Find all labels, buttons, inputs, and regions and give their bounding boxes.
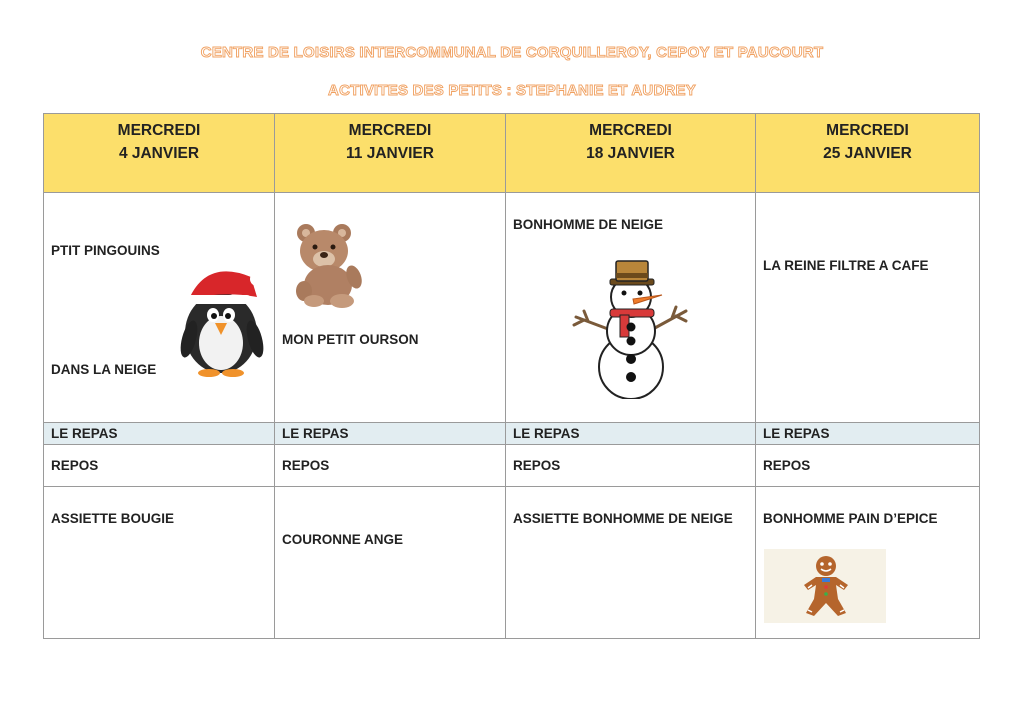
- header-day: MERCREDI: [826, 122, 909, 139]
- repos-cell: REPOS: [756, 445, 980, 487]
- activity-title-cont: DANS LA NEIGE: [51, 362, 157, 377]
- afternoon-cell-3: [506, 487, 756, 639]
- afternoon-cell-1: [44, 487, 275, 639]
- header-date: 11 JANVIER: [346, 145, 434, 162]
- gingerbread-man-icon: [800, 555, 852, 619]
- activity-title: PTIT PINGOUINS: [51, 243, 160, 258]
- penguin-icon: [177, 263, 269, 379]
- header-cell-4: [756, 114, 980, 193]
- header-date: 18 JANVIER: [586, 145, 675, 162]
- activity-title: MON PETIT OURSON: [282, 332, 419, 347]
- teddy-bear-icon: [292, 221, 364, 309]
- table-header-row: [44, 114, 980, 193]
- gingerbread-frame: [764, 549, 886, 623]
- repos-row: [44, 445, 980, 487]
- page-title: CENTRE DE LOISIRS INTERCOMMUNAL DE CORQUILLEROY, CEPOY ET PAUCOURT: [200, 44, 824, 61]
- afternoon-row: [44, 487, 980, 639]
- afternoon-activity: BONHOMME PAIN D’EPICE: [763, 511, 938, 526]
- afternoon-cell-2: [275, 487, 506, 639]
- header-date: 25 JANVIER: [823, 145, 912, 162]
- repas-cell: LE REPAS: [506, 423, 756, 445]
- header-cell-1: [44, 114, 275, 193]
- activity-cell-2: [275, 193, 506, 423]
- repas-cell: LE REPAS: [275, 423, 506, 445]
- repos-cell: REPOS: [506, 445, 756, 487]
- repas-cell: LE REPAS: [44, 423, 275, 445]
- activity-title: LA REINE FILTRE A CAFE: [763, 258, 929, 273]
- repos-cell: REPOS: [275, 445, 506, 487]
- afternoon-activity: ASSIETTE BOUGIE: [51, 511, 175, 526]
- header-day: MERCREDI: [348, 122, 432, 139]
- repas-row: [44, 423, 980, 445]
- afternoon-activity: COURONNE ANGE: [282, 532, 404, 547]
- header-cell-2: [275, 114, 506, 193]
- header-date: 4 JANVIER: [118, 145, 200, 162]
- page-subtitle: ACTIVITES DES PETITS : STEPHANIE ET AUDREY: [328, 82, 696, 99]
- snowman-icon: [558, 259, 703, 399]
- activity-cell-4: [756, 193, 980, 423]
- activity-table: [43, 113, 980, 639]
- activity-cell-1: [44, 193, 275, 423]
- activity-title: BONHOMME DE NEIGE: [513, 217, 664, 232]
- header-cell-3: [506, 114, 756, 193]
- afternoon-activity: ASSIETTE BONHOMME DE NEIGE: [513, 511, 733, 526]
- header-day: MERCREDI: [117, 122, 201, 139]
- repos-cell: REPOS: [44, 445, 275, 487]
- activities-row: [44, 193, 980, 423]
- header-day: MERCREDI: [589, 122, 672, 139]
- repas-cell: LE REPAS: [756, 423, 980, 445]
- activity-cell-3: [506, 193, 756, 423]
- afternoon-cell-4: [756, 487, 980, 639]
